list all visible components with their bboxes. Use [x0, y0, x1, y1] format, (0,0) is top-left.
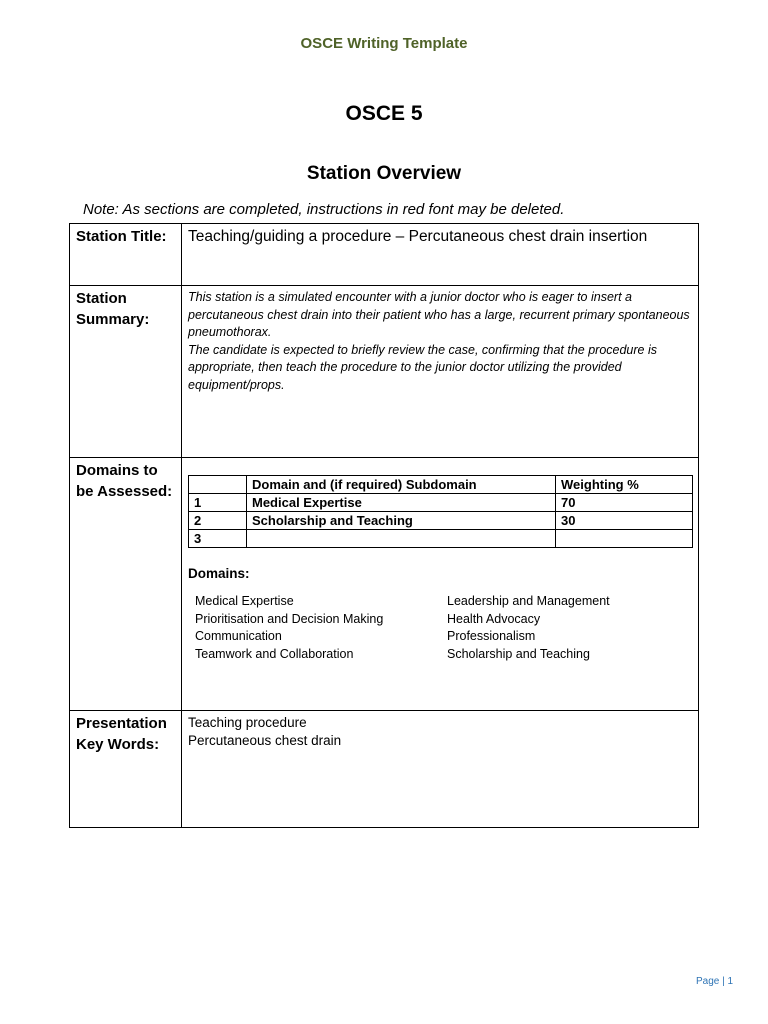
instructions-note: Note: As sections are completed, instructions in red font may be deleted. [83, 201, 565, 218]
station-title-label: Station Title: [70, 224, 182, 286]
presentation-keywords-label: Presentation Key Words: [70, 711, 182, 828]
domain-number-header [189, 476, 247, 494]
domain-list-item: Leadership and Management [447, 594, 610, 608]
station-summary-row [70, 286, 699, 458]
domain-list-item: Communication [195, 629, 282, 643]
station-summary-label: Station Summary: [70, 286, 182, 458]
domain-list-item: Teamwork and Collaboration [195, 646, 354, 661]
domain-table-row [189, 494, 693, 512]
domain-name-header: Domain and (if required) Subdomain [247, 476, 556, 494]
domains-list [195, 593, 692, 663]
header-title: OSCE Writing Template [300, 35, 468, 52]
domain-name[interactable] [247, 530, 556, 548]
domain-table-header-row [189, 476, 693, 494]
summary-paragraph: This station is a simulated encounter with a junior doctor who is eager to insert a percutaneous chest drain into their patient who has a large, recurrent primary spontaneous pneumothorax. [188, 290, 690, 339]
document-title: OSCE 5 [345, 102, 423, 125]
domain-weighting-table [188, 475, 693, 548]
station-summary-value[interactable] [182, 286, 699, 458]
domain-weighting[interactable]: 70 [556, 494, 693, 512]
page-number-footer: Page | 1 [696, 976, 734, 987]
domains-assessed-value [182, 458, 699, 711]
keyword-item: Percutaneous chest drain [188, 732, 342, 748]
domain-table-row [189, 530, 693, 548]
domain-list-item: Medical Expertise [195, 594, 294, 608]
domains-list-heading: Domains: [188, 566, 250, 581]
station-overview-table [69, 223, 699, 828]
keywords-list [188, 714, 692, 749]
domain-weighting[interactable]: 30 [556, 512, 693, 530]
station-title-row [70, 224, 699, 286]
domain-list-item: Prioritisation and Decision Making [195, 611, 384, 626]
weighting-header: Weighting % [556, 476, 693, 494]
domain-weighting[interactable] [556, 530, 693, 548]
domain-name[interactable]: Medical Expertise [247, 494, 556, 512]
presentation-keywords-row [70, 711, 699, 828]
domain-list-item: Scholarship and Teaching [447, 646, 590, 661]
presentation-keywords-value[interactable] [182, 711, 699, 828]
domain-number: 1 [189, 494, 247, 512]
summary-paragraph: The candidate is expected to briefly review the case, confirming that the procedure is appropriate, then teach the procedure to the junior doctor utilizing the provided equipment/props. [188, 342, 658, 392]
keyword-item: Teaching procedure [188, 715, 307, 730]
domain-list-item: Health Advocacy [447, 611, 541, 626]
section-heading: Station Overview [306, 163, 462, 184]
domains-assessed-row [70, 458, 699, 711]
domains-assessed-label: Domains to be Assessed: [70, 458, 182, 711]
domain-list-item: Professionalism [447, 629, 536, 643]
domain-name[interactable]: Scholarship and Teaching [247, 512, 556, 530]
domain-table-row [189, 512, 693, 530]
station-summary-text [188, 289, 692, 394]
domain-number: 2 [189, 512, 247, 530]
domain-number: 3 [189, 530, 247, 548]
station-title-value[interactable]: Teaching/guiding a procedure – Percutaneous chest drain insertion [182, 224, 699, 286]
